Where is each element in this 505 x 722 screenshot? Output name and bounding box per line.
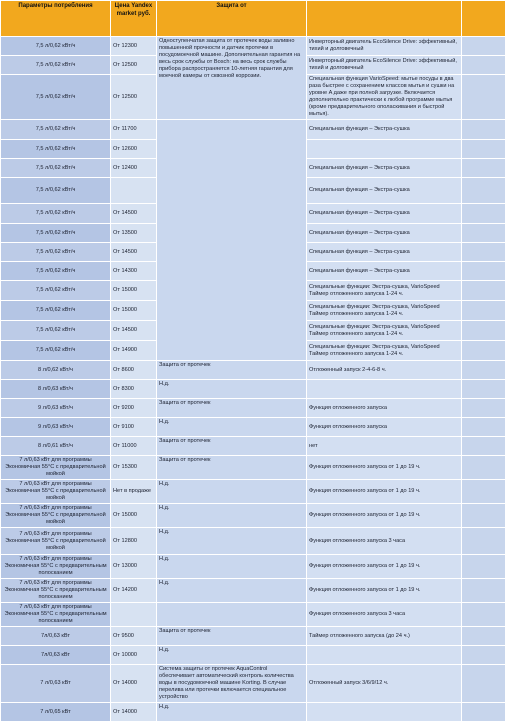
protection-cell: Защита от протечек [157, 361, 307, 380]
header-price: Цена Yandex market руб. [111, 1, 157, 37]
params-cell: 7,5 л/0,62 кВт/ч [1, 120, 111, 140]
price-cell: От 11700 [111, 120, 157, 140]
protection-cell: Н.д. [157, 480, 307, 504]
notes-cell [462, 361, 505, 380]
notes-cell [462, 380, 505, 399]
protection-cell: Н.д. [157, 418, 307, 437]
notes-cell [462, 120, 505, 140]
table-row [1, 380, 505, 399]
params-cell: 7 л/0,63 кВт для программы Экономичная 55°С с предварительным полосканием [1, 579, 111, 603]
notes-cell [462, 603, 505, 627]
header-row [1, 1, 505, 37]
price-cell: От 12800 [111, 528, 157, 555]
extra-cell: Функция отложенного запуска 3 часа [307, 603, 462, 627]
params-cell: 7л/0,63 кВт [1, 646, 111, 665]
price-cell [111, 603, 157, 627]
extra-cell: Функция отложенного запуска от 1 до 19 ч. [307, 555, 462, 579]
protection-cell: Н.д. [157, 504, 307, 528]
params-cell: 7 л/0,63 кВт для программы Экономичная 55°С с предварительным полосканием [1, 603, 111, 627]
params-cell: 7,5 л/0,62 кВт/ч [1, 56, 111, 75]
extra-cell: Функция отложенного запуска от 1 до 19 ч. [307, 579, 462, 603]
params-cell: 7 л/0,63 кВт [1, 665, 111, 703]
extra-cell: Таймер отложенного запуска (до 24 ч.) [307, 627, 462, 646]
params-cell: 7,5 л/0,62 кВт/ч [1, 75, 111, 120]
header-notes [462, 1, 505, 37]
notes-cell [462, 159, 505, 178]
protection-cell: Н.д. [157, 555, 307, 579]
protection-cell: Н.д. [157, 528, 307, 555]
params-cell: 8 л/0,62 кВт/ч [1, 361, 111, 380]
notes-cell [462, 456, 505, 480]
params-cell: 7,5 л/0,62 кВт/ч [1, 140, 111, 159]
price-cell: От 12400 [111, 159, 157, 178]
notes-cell [462, 703, 505, 722]
params-cell: 7,5 л/0,62 кВт/ч [1, 178, 111, 204]
params-cell: 7 л/0,63 кВт для программы Экономичная 55°С с предварительной мойкой [1, 456, 111, 480]
extra-cell [307, 703, 462, 722]
notes-cell [462, 204, 505, 224]
notes-cell [462, 224, 505, 243]
protection-cell: Одноступенчатая защита от протечек воды заливно повышенной прочности и датчик протечки в посудомоечной машине. Дополнительная гарантия на весь срок службы от Bosch: на весь срок службы прибора распространяется 10-летняя гарантия для моечной камеры от сквозной коррозии. [157, 37, 307, 120]
extra-cell: Функция отложенного запуска от 1 до 19 ч. [307, 480, 462, 504]
notes-cell [462, 37, 505, 56]
price-cell: От 15000 [111, 301, 157, 321]
params-cell: 7,5 л/0,62 кВт/ч [1, 262, 111, 281]
price-cell: От 9500 [111, 627, 157, 646]
params-cell: 7,5 л/0,62 кВт/ч [1, 341, 111, 361]
params-cell: 7 л/0,63 кВт для программы Экономичная 55°С с предварительным полосканием [1, 555, 111, 579]
protection-cell: Н.д. [157, 380, 307, 399]
extra-cell: Специальная функция – Экстра-сушка [307, 204, 462, 224]
table-row [1, 399, 505, 418]
notes-cell [462, 321, 505, 341]
extra-cell: Функция отложенного запуска 3 часа [307, 528, 462, 555]
price-cell: От 12500 [111, 56, 157, 75]
params-cell: 7 л/0,63 кВт для программы Экономичная 55°С с предварительной мойкой [1, 480, 111, 504]
notes-cell [462, 504, 505, 528]
table-row [1, 418, 505, 437]
notes-cell [462, 579, 505, 603]
table-row [1, 603, 505, 627]
params-cell: 7,5 л/0,62 кВт/ч [1, 281, 111, 301]
extra-cell: Специальная функция – Экстра-сушка [307, 178, 462, 204]
price-cell: От 15000 [111, 281, 157, 301]
extra-cell: Специальная функция VarioSpeed: мытье посуды в два раза быстрее с сохранением классов мытья и сушки на уровне A даже при полной загрузке. Включается дополнительно практически к любой программе мытья (кроме предварительного ополаскивания и быстрой мытья). [307, 75, 462, 120]
extra-cell: Специальная функция – Экстра-сушка [307, 120, 462, 140]
header-protection: Защита от [157, 1, 307, 37]
extra-cell: Функция отложенного запуска [307, 418, 462, 437]
protection-cell: Н.д. [157, 579, 307, 603]
extra-cell: Специальные функции: Экстра-сушка, VarioSpeed Таймер отложенного запуска 1-24 ч. [307, 301, 462, 321]
price-cell: От 14000 [111, 703, 157, 722]
table-row [1, 504, 505, 528]
table-row [1, 37, 505, 56]
extra-cell: Инверторный двигатель EcoSilence Drive: эффективный, тихий и долговечный [307, 56, 462, 75]
price-cell: От 15300 [111, 456, 157, 480]
table-row [1, 437, 505, 456]
notes-cell [462, 75, 505, 120]
params-cell: 7,5 л/0,62 кВт/ч [1, 159, 111, 178]
price-cell: От 9100 [111, 418, 157, 437]
extra-cell: Специальные функции: Экстра-сушка, VarioSpeed Таймер отложенного запуска 1-24 ч. [307, 321, 462, 341]
table-row [1, 579, 505, 603]
price-cell: От 14200 [111, 579, 157, 603]
price-cell: От 14500 [111, 243, 157, 262]
price-cell: От 14500 [111, 204, 157, 224]
price-cell: От 14000 [111, 665, 157, 703]
extra-cell: Специальная функция – Экстра-сушка [307, 159, 462, 178]
notes-cell [462, 301, 505, 321]
extra-cell: Функция отложенного запуска [307, 399, 462, 418]
extra-cell: Функция отложенного запуска от 1 до 19 ч. [307, 456, 462, 480]
extra-cell: Специальная функция – Экстра-сушка [307, 262, 462, 281]
notes-cell [462, 243, 505, 262]
table-row [1, 555, 505, 579]
params-cell: 8 л/0,63 кВт/ч [1, 380, 111, 399]
price-cell: От 12500 [111, 75, 157, 120]
table-row [1, 361, 505, 380]
protection-cell: Система защиты от протечек AquaControl обеспечивает автоматический контроль количества воды в посудомоечной машине Korting. В случае перелива или протечки включается специальное устройство [157, 665, 307, 703]
table-row [1, 646, 505, 665]
protection-cell: Защита от протечек [157, 437, 307, 456]
extra-cell: Специальные функции: Экстра-сушка, VarioSpeed Таймер отложенного запуска 1-24 ч. [307, 341, 462, 361]
extra-cell: Инверторный двигатель EcoSilence Drive: эффективный, тихий и долговечный [307, 37, 462, 56]
notes-cell [462, 627, 505, 646]
extra-cell: нет [307, 437, 462, 456]
params-cell: 7,5 л/0,62 кВт/ч [1, 301, 111, 321]
price-cell: От 11000 [111, 437, 157, 456]
extra-cell: Функция отложенного запуска от 1 до 19 ч. [307, 504, 462, 528]
extra-cell [307, 380, 462, 399]
notes-cell [462, 178, 505, 204]
notes-cell [462, 437, 505, 456]
header-params: Параметры потребления [1, 1, 111, 37]
table-row [1, 665, 505, 703]
notes-cell [462, 281, 505, 301]
extra-cell: Отложенный запуск 3/6/9/12 ч. [307, 665, 462, 703]
protection-cell [157, 120, 307, 361]
notes-cell [462, 528, 505, 555]
protection-cell [157, 603, 307, 627]
price-cell: От 9200 [111, 399, 157, 418]
protection-cell: Н.д. [157, 703, 307, 722]
extra-cell: Специальная функция – Экстра-сушка [307, 224, 462, 243]
notes-cell [462, 140, 505, 159]
price-cell: От 8600 [111, 361, 157, 380]
protection-cell: Защита от протечек [157, 627, 307, 646]
table-row [1, 627, 505, 646]
protection-cell: Защита от протечек [157, 456, 307, 480]
extra-cell: Специальные функции: Экстра-сушка, VarioSpeed Таймер отложенного запуска 1-24 ч. [307, 281, 462, 301]
params-cell: 7,5 л/0,62 кВт/ч [1, 37, 111, 56]
protection-cell: Н.д. [157, 646, 307, 665]
price-cell: От 10000 [111, 646, 157, 665]
notes-cell [462, 665, 505, 703]
extra-cell [307, 140, 462, 159]
protection-cell: Защита от протечек [157, 399, 307, 418]
notes-cell [462, 399, 505, 418]
price-cell: От 15000 [111, 504, 157, 528]
notes-cell [462, 341, 505, 361]
params-cell: 7,5 л/0,62 кВт/ч [1, 224, 111, 243]
params-cell: 7 л/0,63 кВт для программы Экономичная 55°С с предварительной мойкой [1, 504, 111, 528]
notes-cell [462, 480, 505, 504]
params-cell: 7 л/0,65 кВт [1, 703, 111, 722]
table-row [1, 528, 505, 555]
table-row [1, 480, 505, 504]
params-cell: 8 л/0,61 кВт/ч [1, 437, 111, 456]
params-cell: 7л/0,63 кВт [1, 627, 111, 646]
header-extra [307, 1, 462, 37]
price-cell: От 13000 [111, 555, 157, 579]
price-cell: От 8300 [111, 380, 157, 399]
table-row [1, 120, 505, 140]
price-cell [111, 178, 157, 204]
price-cell: Нет в продаже [111, 480, 157, 504]
params-cell: 7,5 л/0,62 кВт/ч [1, 321, 111, 341]
table-row [1, 703, 505, 722]
params-cell: 9 л/0,63 кВт/ч [1, 418, 111, 437]
price-cell: От 12600 [111, 140, 157, 159]
price-cell: От 14500 [111, 321, 157, 341]
extra-cell: Отложенный запуск 2-4-6-8 ч. [307, 361, 462, 380]
notes-cell [462, 56, 505, 75]
params-cell: 7 л/0,63 кВт для программы Экономичная 55°С с предварительной мойкой [1, 528, 111, 555]
price-cell: От 12300 [111, 37, 157, 56]
price-cell: От 13500 [111, 224, 157, 243]
params-cell: 7,5 л/0,62 кВт/ч [1, 243, 111, 262]
extra-cell: Специальная функция – Экстра-сушка [307, 243, 462, 262]
notes-cell [462, 418, 505, 437]
params-cell: 9 л/0,63 кВт/ч [1, 399, 111, 418]
params-cell: 7,5 л/0,62 кВт/ч [1, 204, 111, 224]
notes-cell [462, 262, 505, 281]
notes-cell [462, 555, 505, 579]
price-cell: От 14900 [111, 341, 157, 361]
table-row [1, 456, 505, 480]
notes-cell [462, 646, 505, 665]
extra-cell [307, 646, 462, 665]
price-cell: От 14300 [111, 262, 157, 281]
